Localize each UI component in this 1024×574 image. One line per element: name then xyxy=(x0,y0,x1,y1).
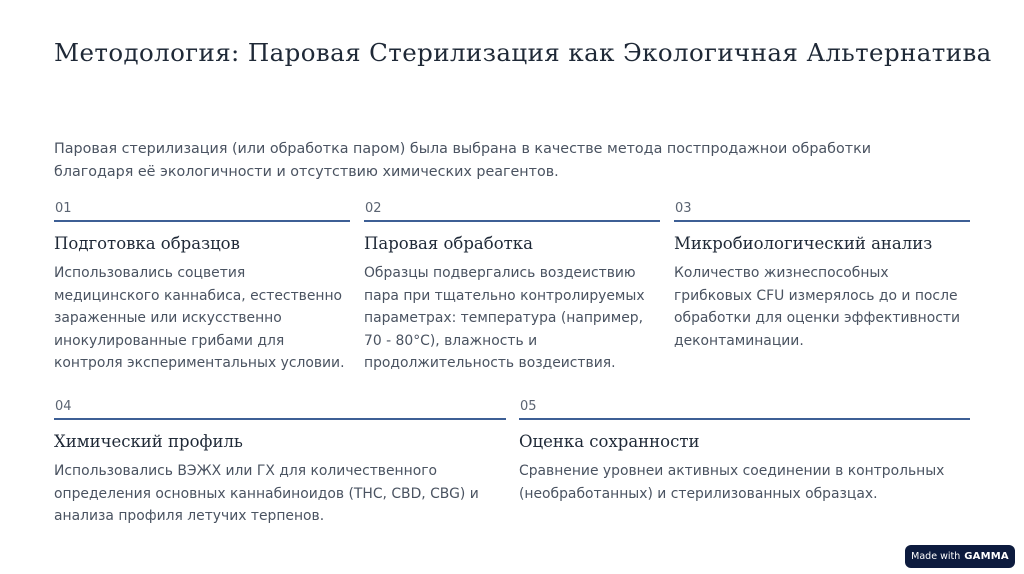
step-card-01 xyxy=(54,201,350,375)
step-description: Количество жизнеспособных грибковых CFU измерялось до и после обработки для оценки эффективности деконтаминации. xyxy=(674,265,961,349)
step-heading: Микробиологический анализ xyxy=(674,234,933,253)
step-heading: Химический профиль xyxy=(54,432,243,451)
badge-prefix: Made with xyxy=(911,551,961,562)
step-number: 04 xyxy=(55,399,72,414)
step-description: Использовались соцветия медицинского каннабиса, естественно зараженные или искусственно инокулированные грибами для контроля экспериментальных условии. xyxy=(54,265,345,371)
intro-paragraph: Паровая стерилизация (или обработка паром) была выбрана в качестве метода постпродажнои обработки благодаря её экологичности и отсутствию химических реагентов. xyxy=(54,141,872,180)
step-heading: Подготовка образцов xyxy=(54,234,240,253)
step-description: Сравнение уровнеи активных соединении в контрольных (необработанных) и стерилизованных образцах. xyxy=(519,463,945,502)
step-number: 01 xyxy=(55,201,72,216)
step-card-02 xyxy=(364,201,660,375)
step-number: 05 xyxy=(520,399,537,414)
step-divider xyxy=(54,220,350,222)
step-number: 03 xyxy=(675,201,692,216)
step-card-05 xyxy=(519,399,970,505)
slide-title: Методология: Паровая Стерилизация как Экологичная Альтернатива xyxy=(54,38,992,67)
step-card-03 xyxy=(674,201,970,352)
step-divider xyxy=(54,418,506,420)
step-divider xyxy=(364,220,660,222)
step-description: Образцы подвергались воздеиствию пара при тщательно контролируемых параметрах: температура (например, 70 - 80°C), влажность и продолжительность воздеиствия. xyxy=(364,265,645,371)
step-number: 02 xyxy=(365,201,382,216)
made-with-gamma-badge[interactable] xyxy=(905,545,1015,568)
step-description: Использовались ВЭЖХ или ГХ для количественного определения основных каннабиноидов (THC, CBD, CBG) и анализа профиля летучих терпенов. xyxy=(54,463,479,524)
step-divider xyxy=(674,220,970,222)
gamma-logo: GAMMA xyxy=(964,551,1009,562)
step-heading: Паровая обработка xyxy=(364,234,533,253)
step-divider xyxy=(519,418,970,420)
step-card-04 xyxy=(54,399,506,528)
step-heading: Оценка сохранности xyxy=(519,432,700,451)
